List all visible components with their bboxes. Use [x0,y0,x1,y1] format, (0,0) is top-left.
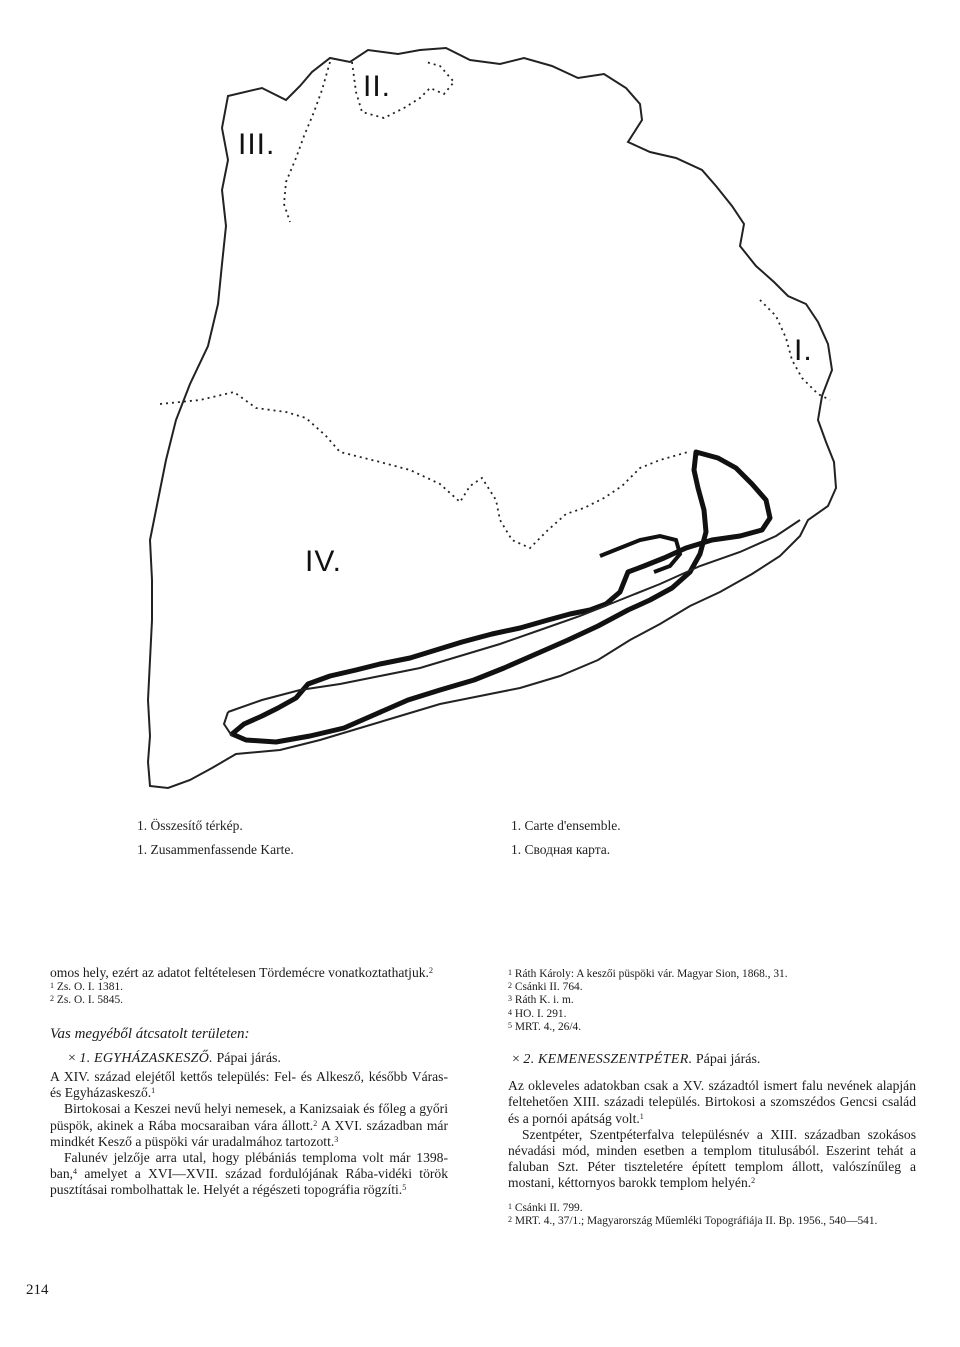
map-border-ii-iii [284,62,330,222]
footnote: $^1$ Csánki II. 799. [508,1201,583,1214]
section-heading: Vas megyéből átcsatolt területen: [50,1025,250,1042]
caption-left [137,814,294,862]
map-border-iv [160,392,688,548]
map-bottom-left-line [224,712,232,736]
paragraph: A XIV. század elejétől kettős település: Fel- és Alkesző, később Váras- és Egyházaskesző.$^1$ [50,1069,448,1101]
paragraph: Szentpéter, Szentpéterfalva településnév a XIII. században szokásos névadási mód, minden esetben a templom titulusából. Eszerint tehát a faluban Szt. Péter tiszteletére épített templom állott, valószínűleg a mostani, kéttornyos barokk templom helyén.$^2$ [508,1126,916,1191]
entry-heading-1: × 1. EGYHÁZASKESZŐ. Pápai járás. [68,1050,281,1066]
caption-hungarian: 1. Összesítő térkép. [137,818,243,833]
paragraph: Az okleveles adatokban csak a XV. századtól ismert falu nevének alapján feltehetően XIII. századi település. Birtokosi a szomszédos Gencsi család és a pornói apátság volt.$^1$ [508,1078,916,1126]
footnote: $^2$ MRT. 4., 37/1.; Magyarország Műemléki Topográfiája II. Bp. 1956., 540—541. [508,1214,878,1227]
footnote: $^4$ HO. I. 291. [508,1007,567,1020]
left-column [50,965,448,1199]
footnote: $^1$ Zs. O. I. 1381. [50,981,123,994]
footnote: $^3$ Ráth K. i. m. [508,994,574,1007]
paragraph: Falunév jelzője arra utal, hogy plébániás temploma volt már 1398-ban,$^4$ amelyet a XVI—XVII. század fordulójának Rába-vidéki török pusztításai rombolhattak le. Helyét a régészeti topográfia rögzíti.$^5$ [50,1150,448,1198]
caption-french: 1. Carte d'ensemble. [511,818,621,833]
footnote: $^1$ Ráth Károly: A keszői püspöki vár. Magyar Sion, 1868., 31. [508,968,788,980]
left-footnotes-top [50,981,448,1007]
entry-heading-2: × 2. KEMENESSZENTPÉTER. Pápai járás. [512,1052,761,1068]
right-column [508,968,916,1228]
map-bold-boundary [232,452,770,742]
continuation-text: omos hely, ezért az adatot feltételesen Tördemécre vonatkoztathatjuk.$^2$ [50,965,433,980]
caption-russian: 1. Сводная карта. [511,842,611,857]
right-footnotes-bottom [508,1202,916,1228]
caption-right [511,814,621,862]
footnote: $^2$ Zs. O. I. 5845. [50,994,123,1007]
right-footnotes-top [508,968,916,1034]
map-label-i: I. [794,334,813,367]
map-label-ii: II. [363,70,392,103]
footnote: $^2$ Csánki II. 764. [508,981,583,994]
caption-german: 1. Zusammenfassende Karte. [137,842,294,857]
map-label-iii: III. [238,128,276,161]
page-number: 214 [26,1282,49,1298]
map-label-iv: IV. [305,545,342,578]
paragraph: Birtokosai a Keszei nevű helyi nemesek, a Kanizsaiak és főleg a győri püspök, akinek a Rába mocsaraiban vára állott.$^2$ A XVI. században már mindkét Kesző a püspöki vár uradalmához tartozott.$^3$ [50,1101,448,1149]
footnote: $^5$ MRT. 4., 26/4. [508,1020,582,1033]
